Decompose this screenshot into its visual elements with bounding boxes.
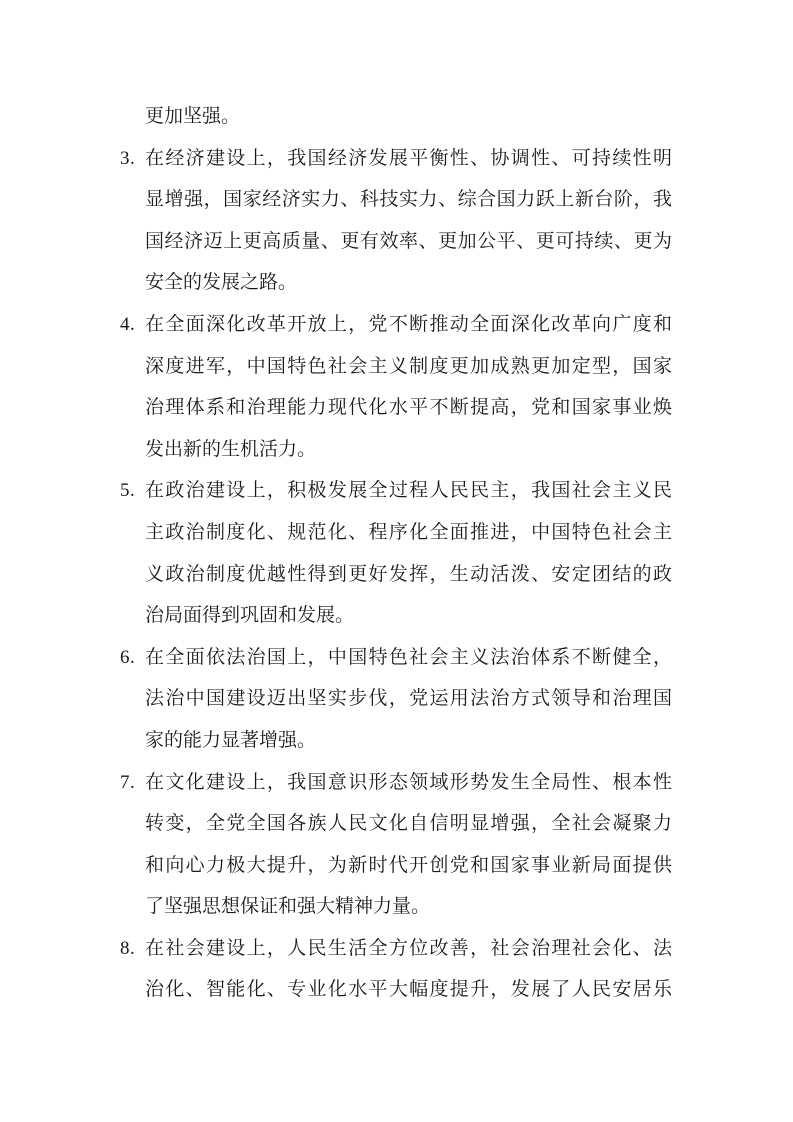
line-text: 法治中国建设迈出坚实步伐，党运用法治方式领导和治理国 (145, 688, 672, 710)
line-text: 安全的发展之路。 (145, 272, 298, 294)
text-line-item5-l1 (120, 470, 672, 512)
text-line-item3-l4 (120, 262, 672, 304)
text-line-item6-l2 (120, 678, 672, 720)
line-text: 显增强，国家经济实力、科技实力、综合国力跃上新台阶，我 (145, 189, 672, 211)
list-item-number: 7. (120, 771, 136, 793)
line-text: 在全面依法治国上，中国特色社会主义法治体系不断健全， (145, 646, 672, 668)
text-line-item3-l3 (120, 221, 672, 263)
line-text: 治化、智能化、专业化水平大幅度提升，发展了人民安居乐 (145, 979, 672, 1001)
text-line-item6-l1 (120, 637, 672, 679)
line-text: 在经济建设上，我国经济发展平衡性、协调性、可持续性明 (145, 147, 672, 169)
text-line-item4-l2 (120, 346, 672, 388)
text-line-item7-l3 (120, 845, 672, 887)
text-line-item3-l2 (120, 179, 672, 221)
line-text: 发出新的生机活力。 (145, 438, 317, 460)
line-text: 在文化建设上，我国意识形态领域形势发生全局性、根本性 (145, 771, 672, 793)
line-text: 义政治制度优越性得到更好发挥，生动活泼、安定团结的政 (145, 563, 672, 585)
line-text: 治理体系和治理能力现代化水平不断提高，党和国家事业焕 (145, 397, 672, 419)
text-line-item5-l3 (120, 554, 672, 596)
text-line-item4-l3 (120, 387, 672, 429)
list-item-number: 3. (120, 147, 136, 169)
text-line-item7-l2 (120, 803, 672, 845)
list-item-number: 6. (120, 646, 136, 668)
line-text: 了坚强思想保证和强大精神力量。 (145, 896, 431, 918)
text-line-carryover (120, 96, 672, 138)
line-text: 在政治建设上，积极发展全过程人民民主，我国社会主义民 (145, 480, 672, 502)
text-line-item7-l4 (120, 886, 672, 928)
text-line-item6-l3 (120, 720, 672, 762)
line-text: 治局面得到巩固和发展。 (145, 605, 355, 627)
line-text: 和向心力极大提升，为新时代开创党和国家事业新局面提供 (145, 854, 672, 876)
text-line-item4-l4 (120, 429, 672, 471)
text-line-item5-l2 (120, 512, 672, 554)
line-text: 主政治制度化、规范化、程序化全面推进，中国特色社会主 (145, 521, 672, 543)
text-line-item8-l2 (120, 969, 672, 1011)
text-line-item8-l1 (120, 928, 672, 970)
list-item-number: 5. (120, 480, 136, 502)
line-text: 更加坚强。 (145, 106, 241, 127)
list-item-number: 8. (120, 937, 136, 959)
text-line-item4-l1 (120, 304, 672, 346)
line-text: 在全面深化改革开放上，党不断推动全面深化改革向广度和 (145, 313, 672, 335)
text-line-item3-l1 (120, 138, 672, 180)
line-text: 转变，全党全国各族人民文化自信明显增强，全社会凝聚力 (145, 813, 672, 835)
list-item-number: 4. (120, 313, 136, 335)
line-text: 在社会建设上，人民生活全方位改善，社会治理社会化、法 (145, 937, 672, 959)
line-text: 深度进军，中国特色社会主义制度更加成熟更加定型，国家 (145, 355, 672, 377)
line-text: 国经济迈上更高质量、更有效率、更加公平、更可持续、更为 (145, 230, 672, 252)
text-block (120, 96, 672, 1011)
line-text: 家的能力显著增强。 (145, 729, 317, 751)
text-line-item5-l4 (120, 595, 672, 637)
text-line-item7-l1 (120, 762, 672, 804)
